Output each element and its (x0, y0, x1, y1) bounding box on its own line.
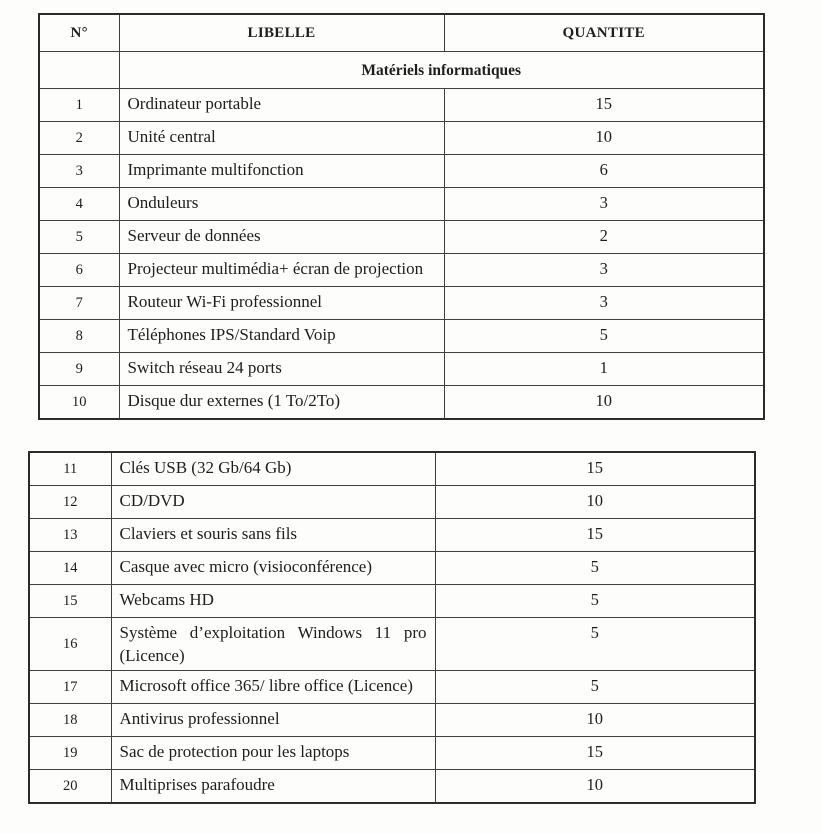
quantity-cell: 2 (444, 221, 764, 254)
item-label-cell: Clés USB (32 Gb/64 Gb) (111, 452, 435, 486)
row-number-cell: 4 (39, 188, 119, 221)
row-number-cell: 11 (29, 452, 111, 486)
table-2-body (29, 452, 755, 803)
item-label-cell: Projecteur multimédia+ écran de projection (119, 254, 444, 287)
table-row (29, 770, 755, 804)
table-row (39, 386, 764, 420)
row-number-cell: 1 (39, 89, 119, 122)
row-number-cell: 7 (39, 287, 119, 320)
table-row (39, 122, 764, 155)
quantity-cell: 5 (435, 585, 755, 618)
row-number-cell: 20 (29, 770, 111, 804)
row-number-cell: 12 (29, 486, 111, 519)
item-label-cell: Multiprises parafoudre (111, 770, 435, 804)
quantity-cell: 5 (435, 552, 755, 585)
item-label-cell: Claviers et souris sans fils (111, 519, 435, 552)
quantity-cell: 10 (435, 704, 755, 737)
item-label-cell: Webcams HD (111, 585, 435, 618)
item-label-cell: Serveur de données (119, 221, 444, 254)
table-row (29, 671, 755, 704)
table-row (29, 585, 755, 618)
row-number-cell: 15 (29, 585, 111, 618)
item-label-cell: Switch réseau 24 ports (119, 353, 444, 386)
row-number-cell: 9 (39, 353, 119, 386)
materials-table-part-1 (38, 13, 765, 420)
quantity-cell: 3 (444, 188, 764, 221)
row-number-cell: 17 (29, 671, 111, 704)
table-row (29, 704, 755, 737)
row-number-cell: 2 (39, 122, 119, 155)
row-number-cell: 13 (29, 519, 111, 552)
column-header-number: N° (39, 14, 119, 52)
quantity-cell: 10 (444, 122, 764, 155)
item-label-cell: Système d’exploitation Windows 11 pro (Licence) (111, 618, 435, 671)
table-row (39, 353, 764, 386)
quantity-cell: 15 (444, 89, 764, 122)
row-number-cell: 16 (29, 618, 111, 671)
item-label-cell: Routeur Wi-Fi professionnel (119, 287, 444, 320)
section-title: Matériels informatiques (119, 52, 764, 89)
quantity-cell: 5 (444, 320, 764, 353)
column-header-quantity: QUANTITE (444, 14, 764, 52)
column-header-label: LIBELLE (119, 14, 444, 52)
row-number-cell: 5 (39, 221, 119, 254)
quantity-cell: 5 (435, 671, 755, 704)
quantity-cell: 15 (435, 452, 755, 486)
quantity-cell: 15 (435, 519, 755, 552)
materials-table-part-2 (28, 451, 756, 804)
quantity-cell: 3 (444, 287, 764, 320)
item-label-cell: Ordinateur portable (119, 89, 444, 122)
item-label-cell: Antivirus professionnel (111, 704, 435, 737)
table-row (29, 737, 755, 770)
table-row (39, 320, 764, 353)
table-row (29, 552, 755, 585)
quantity-cell: 6 (444, 155, 764, 188)
table-row (39, 89, 764, 122)
row-number-cell: 14 (29, 552, 111, 585)
table-row (39, 287, 764, 320)
table-row (39, 188, 764, 221)
quantity-cell: 5 (435, 618, 755, 671)
item-label-cell: Sac de protection pour les laptops (111, 737, 435, 770)
row-number-cell: 19 (29, 737, 111, 770)
table-row (29, 618, 755, 671)
row-number-cell: 8 (39, 320, 119, 353)
table-row (29, 452, 755, 486)
table-row (29, 486, 755, 519)
table-row (29, 519, 755, 552)
quantity-cell: 10 (435, 770, 755, 804)
row-number-cell: 18 (29, 704, 111, 737)
table-row (39, 254, 764, 287)
table-row (39, 221, 764, 254)
section-empty-cell (39, 52, 119, 89)
item-label-cell: Téléphones IPS/Standard Voip (119, 320, 444, 353)
quantity-cell: 10 (444, 386, 764, 420)
section-row (39, 52, 764, 89)
item-label-cell: Casque avec micro (visioconférence) (111, 552, 435, 585)
quantity-cell: 1 (444, 353, 764, 386)
header-row (39, 14, 764, 52)
row-number-cell: 3 (39, 155, 119, 188)
row-number-cell: 6 (39, 254, 119, 287)
item-label-cell: Unité central (119, 122, 444, 155)
item-label-cell: CD/DVD (111, 486, 435, 519)
item-label-cell: Imprimante multifonction (119, 155, 444, 188)
quantity-cell: 10 (435, 486, 755, 519)
row-number-cell: 10 (39, 386, 119, 420)
quantity-cell: 15 (435, 737, 755, 770)
table-1-body (39, 89, 764, 420)
table-row (39, 155, 764, 188)
item-label-cell: Onduleurs (119, 188, 444, 221)
item-label-cell: Disque dur externes (1 To/2To) (119, 386, 444, 420)
item-label-cell: Microsoft office 365/ libre office (Licence) (111, 671, 435, 704)
quantity-cell: 3 (444, 254, 764, 287)
